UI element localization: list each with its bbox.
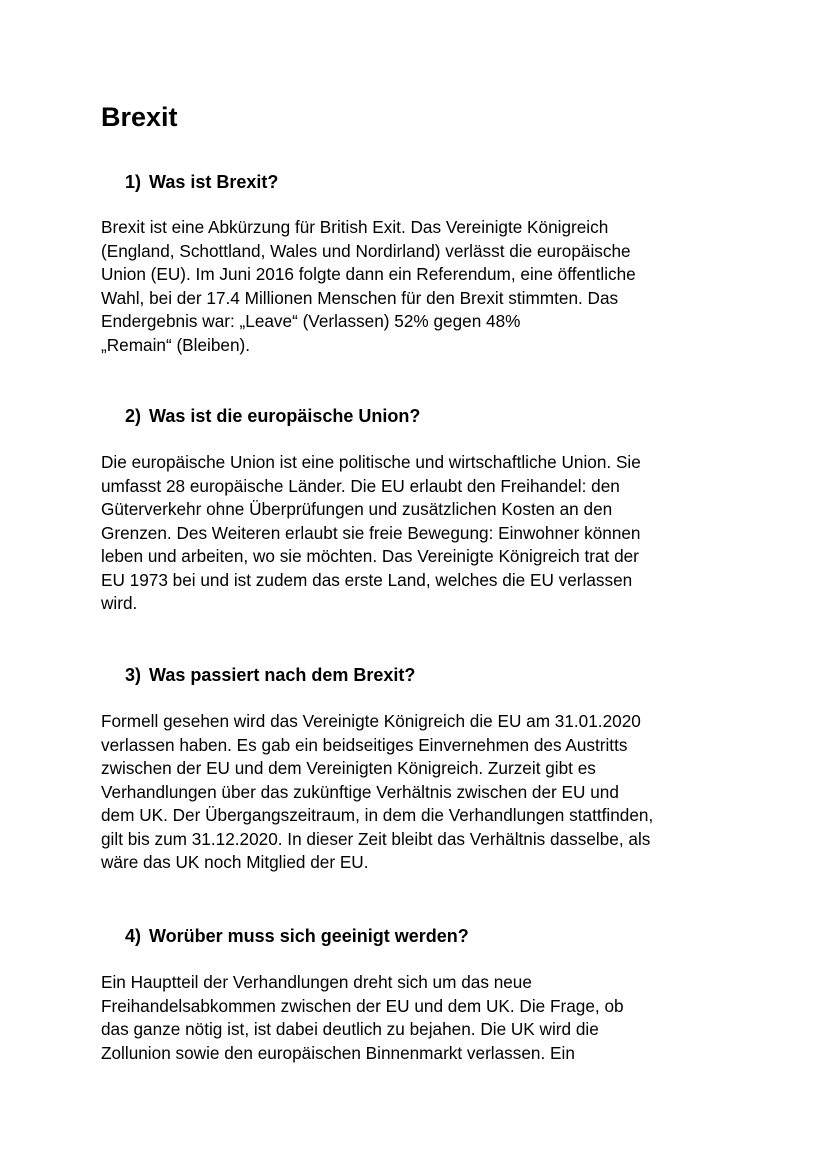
paragraph-line: verlassen haben. Es gab ein beidseitiges Einvernehmen des Austritts xyxy=(101,734,628,755)
paragraph-line: das ganze nötig ist, ist dabei deutlich zu bejahen. Die UK wird die xyxy=(101,1019,599,1039)
paragraph-line: Grenzen. Des Weiteren erlaubt sie freie Bewegung: Einwohner können xyxy=(101,522,641,543)
paragraph-line: wird. xyxy=(101,593,138,613)
section-number: 3) xyxy=(125,665,142,685)
section-heading-4 xyxy=(125,924,469,948)
section-heading-2 xyxy=(125,404,420,428)
section-number: 2) xyxy=(125,406,142,426)
paragraph-line: Verhandlungen über das zukünftige Verhältnis zwischen der EU und xyxy=(101,781,619,802)
paragraph-line: Brexit ist eine Abkürzung für British Exit. Das Vereinigte Königreich xyxy=(101,217,609,237)
paragraph-line: leben und arbeiten, wo sie möchten. Das Vereinigte Königreich trat der xyxy=(101,546,639,566)
paragraph-line: dem UK. Der Übergangszeitraum, in dem die Verhandlungen stattfinden, xyxy=(101,805,654,825)
paragraph-line: Güterverkehr ohne Überprüfungen und zusätzlichen Kosten an den xyxy=(101,499,613,519)
section-title: Was ist Brexit? xyxy=(149,172,279,192)
section-paragraph-1 xyxy=(101,216,636,357)
section-title: Was ist die europäische Union? xyxy=(149,406,421,426)
paragraph-line: Wahl, bei der 17.4 Millionen Menschen für den Brexit stimmten. Das xyxy=(101,287,619,308)
section-title: Was passiert nach dem Brexit? xyxy=(149,665,416,685)
paragraph-line: gilt bis zum 31.12.2020. In dieser Zeit bleibt das Verhältnis dasselbe, als xyxy=(101,828,651,849)
paragraph-line: Ein Hauptteil der Verhandlungen dreht sich um das neue xyxy=(101,972,532,992)
section-paragraph-3 xyxy=(101,710,653,875)
paragraph-line: „Remain“ (Bleiben). xyxy=(101,334,251,355)
section-paragraph-4 xyxy=(101,971,624,1065)
paragraph-line: (England, Schottland, Wales und Nordirland) verlässt die europäische xyxy=(101,240,631,261)
paragraph-line: Union (EU). Im Juni 2016 folgte dann ein Referendum, eine öffentliche xyxy=(101,264,636,284)
paragraph-line: Freihandelsabkommen zwischen der EU und dem UK. Die Frage, ob xyxy=(101,995,624,1016)
section-title: Worüber muss sich geeinigt werden? xyxy=(149,926,469,946)
page-title: Brexit xyxy=(101,102,178,132)
paragraph-line: Endergebnis war: „Leave“ (Verlassen) 52% gegen 48% xyxy=(101,311,521,331)
section-paragraph-2 xyxy=(101,451,641,616)
paragraph-line: wäre das UK noch Mitglied der EU. xyxy=(101,852,369,872)
section-number: 1) xyxy=(125,172,142,192)
paragraph-line: umfasst 28 europäische Länder. Die EU erlaubt den Freihandel: den xyxy=(101,475,620,496)
paragraph-line: EU 1973 bei und ist zudem das erste Land, welches die EU verlassen xyxy=(101,569,633,590)
section-heading-1 xyxy=(125,170,278,194)
section-heading-3 xyxy=(125,663,415,687)
paragraph-line: Zollunion sowie den europäischen Binnenmarkt verlassen. Ein xyxy=(101,1042,575,1063)
paragraph-line: zwischen der EU und dem Vereinigten Königreich. Zurzeit gibt es xyxy=(101,758,596,778)
paragraph-line: Die europäische Union ist eine politische und wirtschaftliche Union. Sie xyxy=(101,452,641,472)
paragraph-line: Formell gesehen wird das Vereinigte Königreich die EU am 31.01.2020 xyxy=(101,711,641,731)
section-number: 4) xyxy=(125,926,142,946)
